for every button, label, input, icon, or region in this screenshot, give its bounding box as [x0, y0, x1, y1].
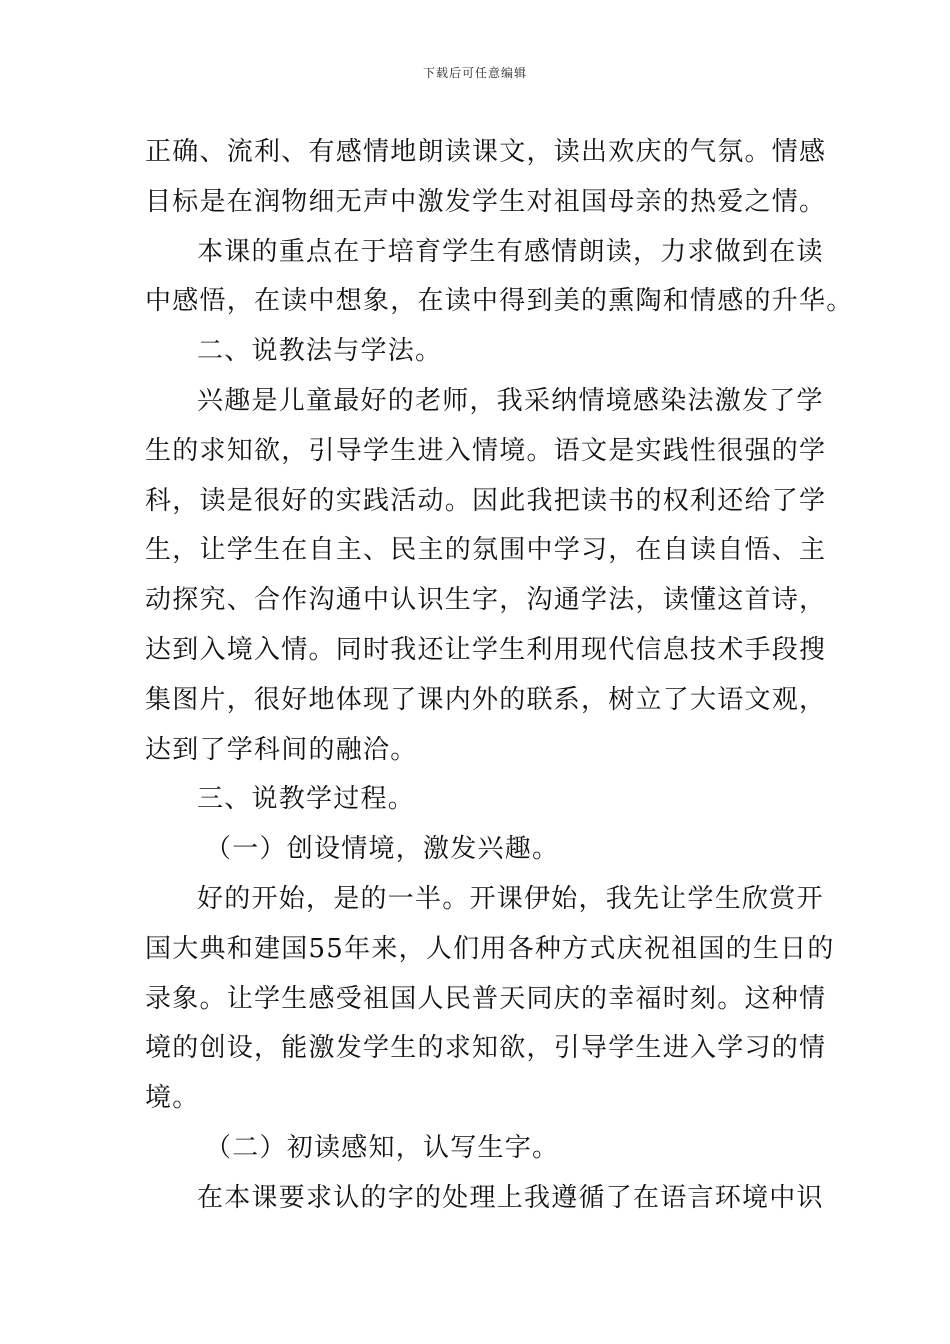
paragraph-start: 兴趣是儿童最好的老师，我采纳情境感染法激发了学 — [197, 385, 824, 416]
paragraph-start: 好的开始，是的一半。开课伊始，我先让学生欣赏开 — [197, 883, 824, 914]
text-line: 科，读是很好的实践活动。因此我把读书的权利还给了学 — [145, 485, 827, 516]
text-line: 集图片，很好地体现了课内外的联系，树立了大语文观， — [145, 684, 827, 715]
subsection-heading: （二）初读感知，认写生字。 — [205, 1132, 560, 1163]
text-line: 国大典和建国55年来，人们用各种方式庆祝祖国的生日的 — [145, 933, 835, 964]
text-line: 目标是在润物细无声中激发学生对祖国母亲的热爱之情。 — [145, 186, 827, 217]
text-line: 录象。让学生感受祖国人民普天同庆的幸福时刻。这种情 — [145, 983, 827, 1014]
text-line: 达到入境入情。同时我还让学生利用现代信息技术手段搜 — [145, 634, 827, 665]
subsection-heading: （一）创设情境，激发兴趣。 — [205, 834, 560, 865]
text-line: 境的创设，能激发学生的求知欲，引导学生进入学习的情 — [145, 1033, 827, 1064]
paragraph-start: 在本课要求认的字的处理上我遵循了在语言环境中识 — [197, 1182, 824, 1213]
text-line: 生的求知欲，引导学生进入情境。语文是实践性很强的学 — [145, 435, 827, 466]
text-line: 达到了学科间的融洽。 — [145, 734, 418, 765]
text-line: 境。 — [145, 1083, 200, 1114]
section-heading: 三、说教学过程。 — [197, 784, 416, 815]
paragraph-start: 本课的重点在于培育学生有感情朗读，力求做到在读 — [197, 236, 824, 267]
text-line: 中感悟，在读中想象，在读中得到美的熏陶和情感的升华。 — [145, 286, 854, 317]
document-body — [145, 128, 854, 1224]
text-line: 生，让学生在自主、民主的氛围中学习，在自读自悟、主 — [145, 535, 827, 566]
text-line: 动探究、合作沟通中认识生字，沟通学法，读懂这首诗， — [145, 585, 827, 616]
page-header: 下载后可任意编辑 — [422, 66, 527, 80]
section-heading: 二、说教法与学法。 — [197, 336, 443, 367]
text-line: 正确、流利、有感情地朗读课文，读出欢庆的气氛。情感 — [145, 137, 827, 167]
